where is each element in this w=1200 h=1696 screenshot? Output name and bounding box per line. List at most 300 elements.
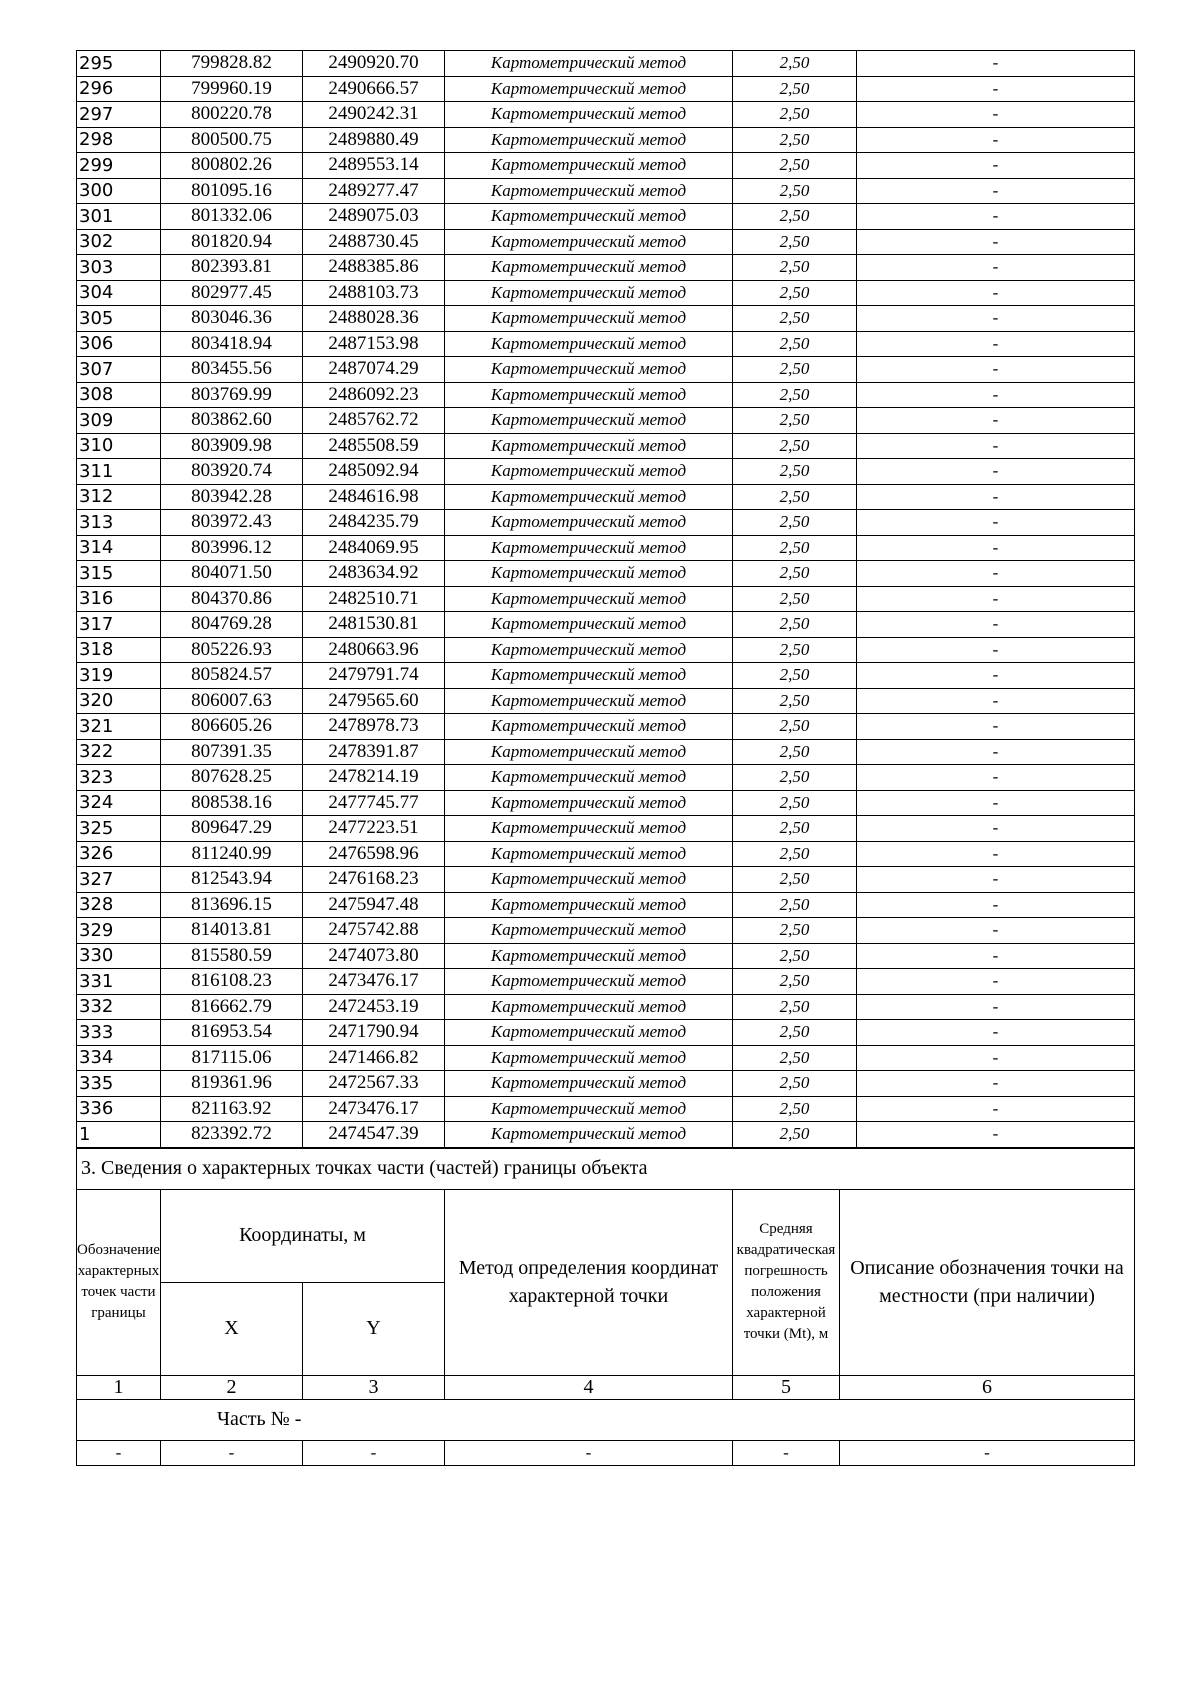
point-number: 297 [77, 102, 161, 128]
coord-x: 804370.86 [161, 586, 303, 612]
error-cell: 2,50 [733, 867, 857, 893]
coord-x: 806605.26 [161, 714, 303, 740]
coord-y: 2474547.39 [303, 1122, 445, 1148]
error-cell: 2,50 [733, 816, 857, 842]
coord-x: 799828.82 [161, 51, 303, 77]
error-cell: 2,50 [733, 1096, 857, 1122]
description-cell: - [857, 637, 1135, 663]
coord-x: 803046.36 [161, 306, 303, 332]
coord-y: 2476168.23 [303, 867, 445, 893]
coord-x: 803972.43 [161, 510, 303, 536]
point-number: 314 [77, 535, 161, 561]
table-row [77, 280, 1135, 306]
description-cell: - [857, 229, 1135, 255]
table-row [77, 382, 1135, 408]
coord-x: 803418.94 [161, 331, 303, 357]
coord-y: 2479791.74 [303, 663, 445, 689]
section3-table [76, 1148, 1135, 1466]
coord-y: 2488385.86 [303, 255, 445, 281]
error-cell: 2,50 [733, 1020, 857, 1046]
description-cell: - [857, 204, 1135, 230]
point-number: 323 [77, 765, 161, 791]
error-cell: 2,50 [733, 892, 857, 918]
description-cell: - [857, 382, 1135, 408]
error-cell: 2,50 [733, 153, 857, 179]
method-cell: Картометрический метод [445, 943, 733, 969]
method-cell: Картометрический метод [445, 765, 733, 791]
coord-x: 816953.54 [161, 1020, 303, 1046]
point-number: 295 [77, 51, 161, 77]
description-cell: - [857, 918, 1135, 944]
point-number: 322 [77, 739, 161, 765]
coord-x: 811240.99 [161, 841, 303, 867]
point-number: 306 [77, 331, 161, 357]
column-number: 3 [303, 1375, 445, 1399]
error-cell: 2,50 [733, 663, 857, 689]
description-cell: - [857, 765, 1135, 791]
coord-y: 2471466.82 [303, 1045, 445, 1071]
document-page [76, 50, 1134, 1466]
coord-y: 2489075.03 [303, 204, 445, 230]
method-cell: Картометрический метод [445, 1071, 733, 1097]
description-cell: - [857, 153, 1135, 179]
error-cell: 2,50 [733, 280, 857, 306]
method-cell: Картометрический метод [445, 153, 733, 179]
empty-cell: - [445, 1440, 733, 1465]
table-row [77, 892, 1135, 918]
description-cell: - [857, 994, 1135, 1020]
error-cell: 2,50 [733, 433, 857, 459]
method-cell: Картометрический метод [445, 382, 733, 408]
error-cell: 2,50 [733, 535, 857, 561]
method-cell: Картометрический метод [445, 178, 733, 204]
description-cell: - [857, 102, 1135, 128]
point-number: 311 [77, 459, 161, 485]
coord-y: 2490920.70 [303, 51, 445, 77]
coord-x: 812543.94 [161, 867, 303, 893]
method-cell: Картометрический метод [445, 841, 733, 867]
column-number: 1 [77, 1375, 161, 1399]
coord-y: 2475742.88 [303, 918, 445, 944]
description-cell: - [857, 76, 1135, 102]
coord-y: 2472453.19 [303, 994, 445, 1020]
coord-y: 2482510.71 [303, 586, 445, 612]
coord-x: 803920.74 [161, 459, 303, 485]
header-designation: Обозначение характерных точек части границы [77, 1189, 161, 1375]
coord-y: 2484616.98 [303, 484, 445, 510]
description-cell: - [857, 459, 1135, 485]
table-row [77, 790, 1135, 816]
coord-x: 803909.98 [161, 433, 303, 459]
method-cell: Картометрический метод [445, 306, 733, 332]
point-number: 336 [77, 1096, 161, 1122]
description-cell: - [857, 561, 1135, 587]
method-cell: Картометрический метод [445, 1096, 733, 1122]
point-number: 328 [77, 892, 161, 918]
description-cell: - [857, 663, 1135, 689]
coord-y: 2473476.17 [303, 969, 445, 995]
coord-x: 805226.93 [161, 637, 303, 663]
method-cell: Картометрический метод [445, 357, 733, 383]
description-cell: - [857, 816, 1135, 842]
part-label: Часть № - [77, 1399, 1135, 1440]
method-cell: Картометрический метод [445, 739, 733, 765]
table-row [77, 408, 1135, 434]
method-cell: Картометрический метод [445, 459, 733, 485]
point-number: 308 [77, 382, 161, 408]
error-cell: 2,50 [733, 382, 857, 408]
coord-x: 823392.72 [161, 1122, 303, 1148]
point-number: 312 [77, 484, 161, 510]
error-cell: 2,50 [733, 586, 857, 612]
coord-x: 821163.92 [161, 1096, 303, 1122]
method-cell: Картометрический метод [445, 1020, 733, 1046]
error-cell: 2,50 [733, 357, 857, 383]
method-cell: Картометрический метод [445, 510, 733, 536]
error-cell: 2,50 [733, 994, 857, 1020]
error-cell: 2,50 [733, 229, 857, 255]
description-cell: - [857, 892, 1135, 918]
coord-y: 2471790.94 [303, 1020, 445, 1046]
point-number: 307 [77, 357, 161, 383]
method-cell: Картометрический метод [445, 229, 733, 255]
point-number: 327 [77, 867, 161, 893]
description-cell: - [857, 790, 1135, 816]
coord-x: 807628.25 [161, 765, 303, 791]
error-cell: 2,50 [733, 969, 857, 995]
point-number: 299 [77, 153, 161, 179]
description-cell: - [857, 484, 1135, 510]
table-row [77, 867, 1135, 893]
coord-x: 801095.16 [161, 178, 303, 204]
point-number: 304 [77, 280, 161, 306]
error-cell: 2,50 [733, 1122, 857, 1148]
description-cell: - [857, 943, 1135, 969]
table-row [77, 510, 1135, 536]
method-cell: Картометрический метод [445, 76, 733, 102]
coord-y: 2485508.59 [303, 433, 445, 459]
error-cell: 2,50 [733, 484, 857, 510]
point-number: 330 [77, 943, 161, 969]
point-number: 1 [77, 1122, 161, 1148]
coord-y: 2489553.14 [303, 153, 445, 179]
coord-y: 2484069.95 [303, 535, 445, 561]
error-cell: 2,50 [733, 408, 857, 434]
coord-x: 805824.57 [161, 663, 303, 689]
method-cell: Картометрический метод [445, 484, 733, 510]
method-cell: Картометрический метод [445, 561, 733, 587]
point-number: 316 [77, 586, 161, 612]
table-row [77, 714, 1135, 740]
coord-y: 2488103.73 [303, 280, 445, 306]
coord-x: 800500.75 [161, 127, 303, 153]
coord-y: 2478214.19 [303, 765, 445, 791]
coord-x: 817115.06 [161, 1045, 303, 1071]
coord-x: 806007.63 [161, 688, 303, 714]
description-cell: - [857, 1096, 1135, 1122]
error-cell: 2,50 [733, 459, 857, 485]
point-number: 310 [77, 433, 161, 459]
point-number: 326 [77, 841, 161, 867]
coord-y: 2474073.80 [303, 943, 445, 969]
header-x: X [161, 1282, 303, 1375]
coord-y: 2480663.96 [303, 637, 445, 663]
description-cell: - [857, 51, 1135, 77]
column-number: 6 [840, 1375, 1135, 1399]
empty-cell: - [77, 1440, 161, 1465]
error-cell: 2,50 [733, 127, 857, 153]
point-number: 302 [77, 229, 161, 255]
error-cell: 2,50 [733, 765, 857, 791]
table-row [77, 1122, 1135, 1148]
table-row [77, 765, 1135, 791]
error-cell: 2,50 [733, 306, 857, 332]
method-cell: Картометрический метод [445, 612, 733, 638]
description-cell: - [857, 306, 1135, 332]
coord-y: 2490242.31 [303, 102, 445, 128]
coord-x: 804769.28 [161, 612, 303, 638]
coord-y: 2490666.57 [303, 76, 445, 102]
coord-x: 802393.81 [161, 255, 303, 281]
description-cell: - [857, 1020, 1135, 1046]
method-cell: Картометрический метод [445, 1122, 733, 1148]
method-cell: Картометрический метод [445, 663, 733, 689]
table-row [77, 688, 1135, 714]
point-number: 321 [77, 714, 161, 740]
error-cell: 2,50 [733, 612, 857, 638]
point-number: 301 [77, 204, 161, 230]
empty-cell: - [303, 1440, 445, 1465]
method-cell: Картометрический метод [445, 994, 733, 1020]
header-method: Метод определения координат характерной точки [445, 1189, 733, 1375]
point-number: 319 [77, 663, 161, 689]
description-cell: - [857, 841, 1135, 867]
method-cell: Картометрический метод [445, 280, 733, 306]
table-row [77, 357, 1135, 383]
coord-x: 807391.35 [161, 739, 303, 765]
table-row [77, 637, 1135, 663]
method-cell: Картометрический метод [445, 51, 733, 77]
coord-x: 815580.59 [161, 943, 303, 969]
coord-y: 2473476.17 [303, 1096, 445, 1122]
description-cell: - [857, 357, 1135, 383]
coord-y: 2485092.94 [303, 459, 445, 485]
error-cell: 2,50 [733, 510, 857, 536]
method-cell: Картометрический метод [445, 790, 733, 816]
coord-x: 803996.12 [161, 535, 303, 561]
coord-x: 814013.81 [161, 918, 303, 944]
coord-y: 2475947.48 [303, 892, 445, 918]
description-cell: - [857, 714, 1135, 740]
point-number: 309 [77, 408, 161, 434]
coord-x: 800802.26 [161, 153, 303, 179]
error-cell: 2,50 [733, 714, 857, 740]
coord-y: 2472567.33 [303, 1071, 445, 1097]
coord-x: 803455.56 [161, 357, 303, 383]
coord-x: 800220.78 [161, 102, 303, 128]
column-number: 5 [733, 1375, 840, 1399]
description-cell: - [857, 255, 1135, 281]
method-cell: Картометрический метод [445, 102, 733, 128]
error-cell: 2,50 [733, 739, 857, 765]
point-number: 303 [77, 255, 161, 281]
table-row [77, 943, 1135, 969]
empty-cell: - [840, 1440, 1135, 1465]
error-cell: 2,50 [733, 637, 857, 663]
table-row [77, 816, 1135, 842]
error-cell: 2,50 [733, 918, 857, 944]
point-number: 298 [77, 127, 161, 153]
error-cell: 2,50 [733, 790, 857, 816]
coord-x: 803942.28 [161, 484, 303, 510]
error-cell: 2,50 [733, 1045, 857, 1071]
table-row [77, 1096, 1135, 1122]
method-cell: Картометрический метод [445, 127, 733, 153]
coord-y: 2484235.79 [303, 510, 445, 536]
coord-y: 2478391.87 [303, 739, 445, 765]
coord-y: 2488028.36 [303, 306, 445, 332]
description-cell: - [857, 969, 1135, 995]
error-cell: 2,50 [733, 841, 857, 867]
description-cell: - [857, 127, 1135, 153]
method-cell: Картометрический метод [445, 535, 733, 561]
method-cell: Картометрический метод [445, 331, 733, 357]
table-row [77, 459, 1135, 485]
table-row [77, 561, 1135, 587]
coord-y: 2486092.23 [303, 382, 445, 408]
error-cell: 2,50 [733, 255, 857, 281]
table-row [77, 994, 1135, 1020]
coord-x: 803862.60 [161, 408, 303, 434]
method-cell: Картометрический метод [445, 969, 733, 995]
coord-x: 801820.94 [161, 229, 303, 255]
point-number: 317 [77, 612, 161, 638]
point-number: 318 [77, 637, 161, 663]
description-cell: - [857, 867, 1135, 893]
error-cell: 2,50 [733, 1071, 857, 1097]
error-cell: 2,50 [733, 102, 857, 128]
table-row [77, 841, 1135, 867]
table-row [77, 484, 1135, 510]
point-number: 296 [77, 76, 161, 102]
method-cell: Картометрический метод [445, 918, 733, 944]
description-cell: - [857, 1045, 1135, 1071]
point-number: 335 [77, 1071, 161, 1097]
coord-x: 804071.50 [161, 561, 303, 587]
description-cell: - [857, 433, 1135, 459]
point-number: 333 [77, 1020, 161, 1046]
coord-x: 802977.45 [161, 280, 303, 306]
coord-x: 816108.23 [161, 969, 303, 995]
table-row [77, 739, 1135, 765]
error-cell: 2,50 [733, 76, 857, 102]
empty-row [77, 1440, 1135, 1465]
method-cell: Картометрический метод [445, 408, 733, 434]
coord-y: 2487074.29 [303, 357, 445, 383]
coord-x: 809647.29 [161, 816, 303, 842]
table-row [77, 1071, 1135, 1097]
table-row [77, 127, 1135, 153]
point-number: 324 [77, 790, 161, 816]
error-cell: 2,50 [733, 331, 857, 357]
table-row [77, 255, 1135, 281]
point-number: 325 [77, 816, 161, 842]
coord-y: 2476598.96 [303, 841, 445, 867]
coord-x: 808538.16 [161, 790, 303, 816]
table-row [77, 102, 1135, 128]
coord-y: 2489880.49 [303, 127, 445, 153]
method-cell: Картометрический метод [445, 688, 733, 714]
table-row [77, 586, 1135, 612]
method-cell: Картометрический метод [445, 204, 733, 230]
description-cell: - [857, 178, 1135, 204]
coord-x: 819361.96 [161, 1071, 303, 1097]
header-error: Средняя квадратическая погрешность положения характерной точки (Mt), м [733, 1189, 840, 1375]
description-cell: - [857, 739, 1135, 765]
point-number: 320 [77, 688, 161, 714]
table-row [77, 51, 1135, 77]
method-cell: Картометрический метод [445, 816, 733, 842]
method-cell: Картометрический метод [445, 714, 733, 740]
error-cell: 2,50 [733, 51, 857, 77]
point-number: 332 [77, 994, 161, 1020]
point-number: 329 [77, 918, 161, 944]
table-row [77, 663, 1135, 689]
table-row [77, 918, 1135, 944]
description-cell: - [857, 331, 1135, 357]
point-number: 305 [77, 306, 161, 332]
description-cell: - [857, 510, 1135, 536]
point-number: 331 [77, 969, 161, 995]
error-cell: 2,50 [733, 204, 857, 230]
coord-x: 799960.19 [161, 76, 303, 102]
method-cell: Картометрический метод [445, 255, 733, 281]
error-cell: 2,50 [733, 561, 857, 587]
coord-y: 2477223.51 [303, 816, 445, 842]
table-row [77, 612, 1135, 638]
section3-title: 3. Сведения о характерных точках части (частей) границы объекта [77, 1148, 1135, 1189]
table-row [77, 1045, 1135, 1071]
table-row [77, 969, 1135, 995]
error-cell: 2,50 [733, 943, 857, 969]
method-cell: Картометрический метод [445, 892, 733, 918]
column-number: 2 [161, 1375, 303, 1399]
coord-y: 2487153.98 [303, 331, 445, 357]
error-cell: 2,50 [733, 178, 857, 204]
point-number: 334 [77, 1045, 161, 1071]
header-coordinates: Координаты, м [161, 1189, 445, 1282]
header-y: Y [303, 1282, 445, 1375]
table-row [77, 433, 1135, 459]
coord-y: 2485762.72 [303, 408, 445, 434]
column-number: 4 [445, 1375, 733, 1399]
table-row [77, 535, 1135, 561]
coord-y: 2489277.47 [303, 178, 445, 204]
points-table [76, 50, 1135, 1148]
table-row [77, 1020, 1135, 1046]
coord-y: 2481530.81 [303, 612, 445, 638]
description-cell: - [857, 612, 1135, 638]
method-cell: Картометрический метод [445, 867, 733, 893]
table-row [77, 331, 1135, 357]
method-cell: Картометрический метод [445, 433, 733, 459]
coord-x: 801332.06 [161, 204, 303, 230]
method-cell: Картометрический метод [445, 637, 733, 663]
description-cell: - [857, 280, 1135, 306]
empty-cell: - [733, 1440, 840, 1465]
point-number: 315 [77, 561, 161, 587]
table-row [77, 76, 1135, 102]
